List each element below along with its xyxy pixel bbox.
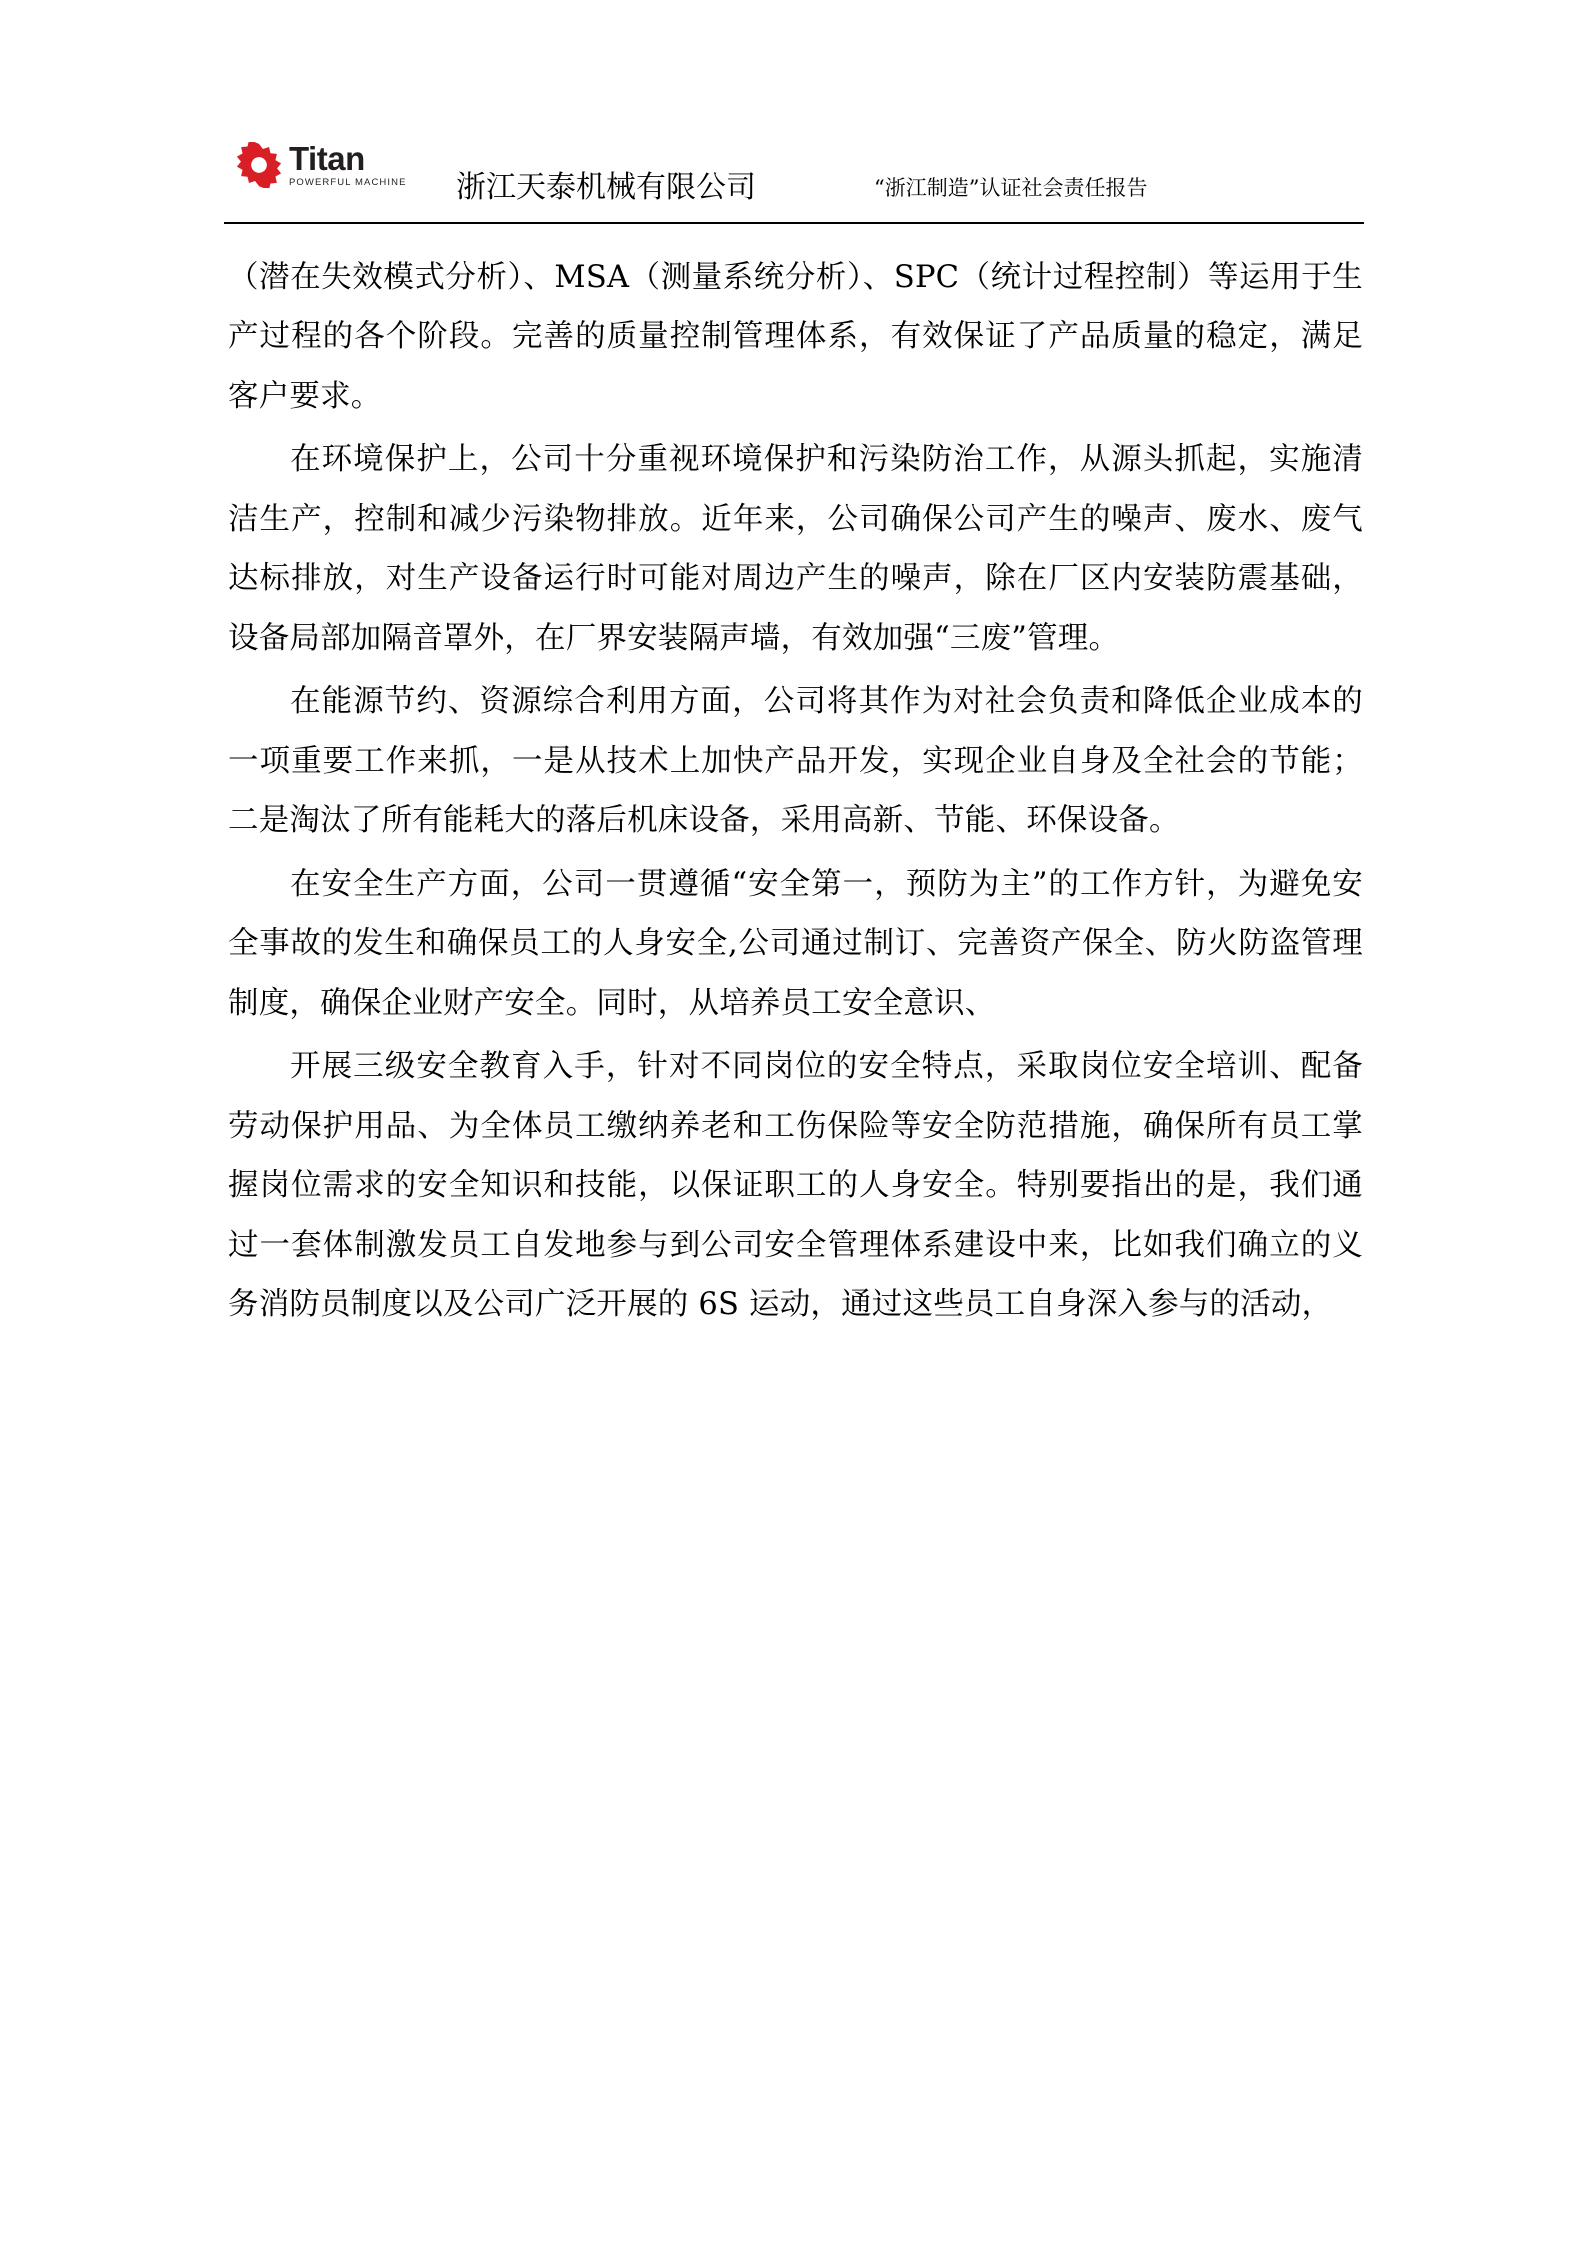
paragraph: （潜在失效模式分析）、MSA（测量系统分析）、SPC（统计过程控制）等运用于生产过程的各个阶段。完善的质量控制管理体系，有效保证了产品质量的稳定，满足客户要求。 bbox=[228, 260, 1363, 414]
logo-brand: Titan bbox=[289, 140, 365, 178]
company-name: 浙江天泰机械有限公司 bbox=[456, 170, 756, 205]
paragraph: 在环境保护上，公司十分重视环境保护和污染防治工作，从源头抓起，实施清洁生产，控制和减少污染物排放。近年来，公司确保公司产生的噪声、废水、废气达标排放，对生产设备运行时可能对周边产生的噪声，除在厂区内安装防震基础，设备局部加隔音罩外，在厂界安装隔声墙，有效加强“三废”管理。 bbox=[228, 442, 1363, 656]
company-logo bbox=[236, 128, 426, 202]
document-body bbox=[228, 248, 1363, 1338]
report-title: “浙江制造”认证社会责任报告 bbox=[874, 176, 1148, 200]
paragraph: 开展三级安全教育入手，针对不同岗位的安全特点，采取岗位安全培训、配备劳动保护用品、为全体员工缴纳养老和工伤保险等安全防范措施，确保所有员工掌握岗位需求的安全知识和技能，以保证职工的人身安全。特别要指出的是，我们通过一套体制激发员工自发地参与到公司安全管理体系建设中来，比如我们确立的义务消防员制度以及公司广泛开展的 6S 运动，通过这些员工自身深入参与的活动， bbox=[228, 1049, 1363, 1322]
paragraph: 在安全生产方面，公司一贯遵循“安全第一，预防为主”的工作方针，为避免安全事故的发生和确保员工的人身安全,公司通过制订、完善资产保全、防火防盗管理制度，确保企业财产安全。同时，从培养员工安全意识、 bbox=[228, 866, 1363, 1021]
page-header bbox=[236, 108, 1356, 208]
header-divider bbox=[224, 222, 1364, 224]
logo-wordmark bbox=[289, 142, 407, 188]
gear-icon bbox=[236, 142, 282, 188]
logo-tagline: POWERFUL MACHINE bbox=[289, 177, 407, 189]
paragraph: 在能源节约、资源综合利用方面，公司将其作为对社会负责和降低企业成本的一项重要工作来抓，一是从技术上加快产品开发，实现企业自身及全社会的节能；二是淘汰了所有能耗大的落后机床设备，采用高新、节能、环保设备。 bbox=[228, 684, 1363, 839]
